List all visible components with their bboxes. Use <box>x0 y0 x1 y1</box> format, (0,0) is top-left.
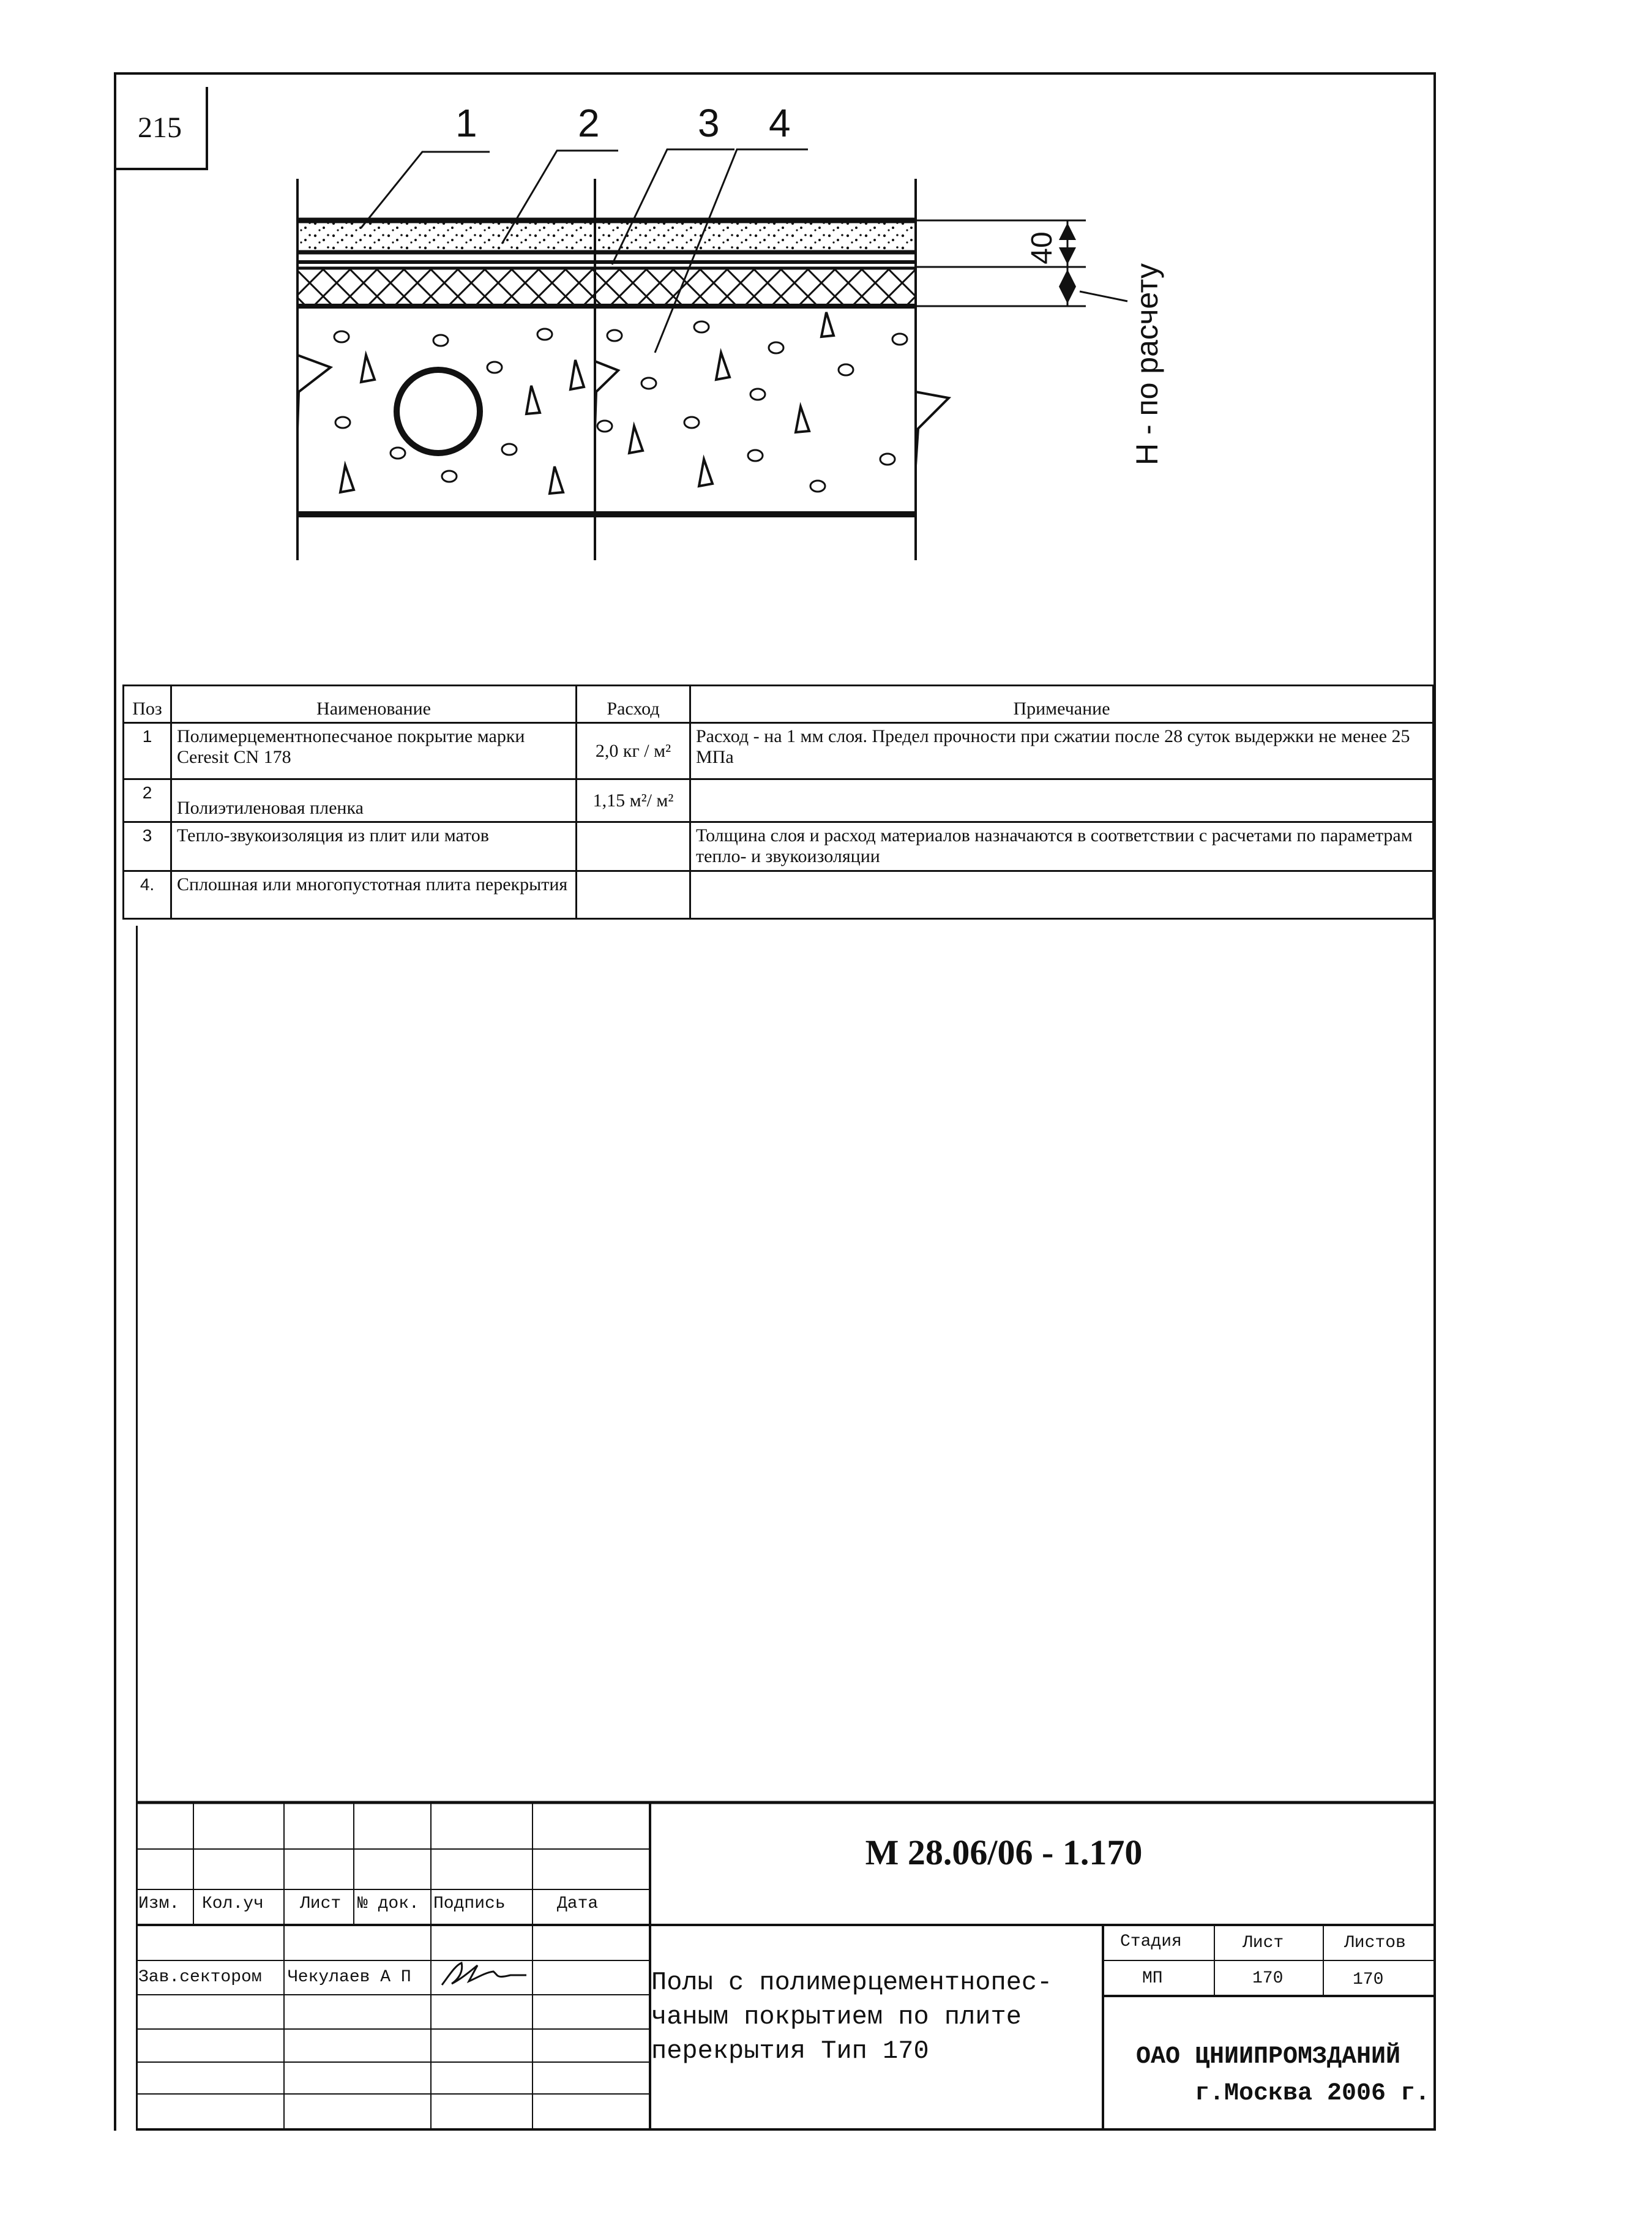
callout-4: 4 <box>769 101 791 145</box>
row-name: Полиэтиленовая пленка <box>171 779 577 822</box>
col-header-izm: Изм. <box>138 1894 180 1913</box>
signature-mark <box>437 1957 529 1991</box>
row-rate <box>577 822 690 871</box>
organization <box>1103 2039 1433 2112</box>
row-name: Сплошная или многопустотная плита перекрытия <box>171 871 577 919</box>
floor-section-drawing <box>0 0 1652 680</box>
sheets-label: Листов <box>1344 1934 1406 1953</box>
col-header-doc-no: № док. <box>357 1894 419 1913</box>
stage-value: МП <box>1142 1969 1163 1988</box>
organization-city-year: г.Москва 2006 г. <box>1194 2080 1430 2107</box>
sheet-value: 170 <box>1252 1969 1284 1988</box>
dimension-40: 40 <box>1026 231 1058 264</box>
table-row <box>124 822 1433 871</box>
topping-layer <box>297 220 916 252</box>
col-header-kol-uch: Кол.уч <box>202 1894 264 1913</box>
table-row <box>124 723 1433 779</box>
insulation-layer <box>297 268 916 306</box>
row-rate <box>577 871 690 919</box>
row-pos: 3 <box>124 822 171 871</box>
header-pos: Поз <box>124 686 171 723</box>
left-break-line <box>297 355 331 429</box>
role-label: Зав.сектором <box>138 1968 262 1987</box>
callout-3: 3 <box>698 101 720 145</box>
col-header-signature: Подпись <box>433 1894 506 1913</box>
row-note: Расход - на 1 мм слоя. Предел прочности при сжатии после 28 суток выдержки не менее 25 МПа <box>690 723 1433 779</box>
row-pos: 1 <box>124 723 171 779</box>
col-header-list: Лист <box>300 1894 342 1913</box>
drawing-title-line-2: чаным покрытием по плите <box>651 2002 1022 2031</box>
table-header-row <box>124 686 1433 723</box>
callout-2: 2 <box>578 101 600 145</box>
row-rate: 1,15 м²/ м² <box>577 779 690 822</box>
row-note <box>690 779 1433 822</box>
drawing-title-line-1: Полы с полимерцементнопес- <box>651 1968 1053 1997</box>
row-pos: 2 <box>124 779 171 822</box>
table-row <box>124 779 1433 822</box>
table-row <box>124 871 1433 919</box>
document-number: М 28.06/06 - 1.170 <box>865 1832 1143 1872</box>
callout-1: 1 <box>455 101 477 145</box>
organization-name: ОАО ЦНИИПРОМЗДАНИЙ <box>1135 2043 1401 2071</box>
stage-label: Стадия <box>1120 1932 1182 1951</box>
specification-table <box>122 685 1434 920</box>
sheet-label: Лист <box>1243 1934 1284 1953</box>
row-name: Тепло-звукоизоляция из плит или матов <box>171 822 577 871</box>
middle-break-line <box>595 361 618 429</box>
row-name: Полимерцементнопесчаное покрытие марки Ceresit CN 178 <box>171 723 577 779</box>
header-rate: Расход <box>577 686 690 723</box>
right-break-line <box>916 392 949 465</box>
slab-void <box>397 370 480 453</box>
header-name: Наименование <box>171 686 577 723</box>
header-note: Примечание <box>690 686 1433 723</box>
col-header-date: Дата <box>557 1894 599 1913</box>
dimension-h-label: H - по расчету <box>1130 263 1164 466</box>
row-pos: 4. <box>124 871 171 919</box>
drawing-title-line-3: перекрытия Тип 170 <box>651 2036 929 2066</box>
person-name: Чекулаев А П <box>288 1968 411 1987</box>
sheet-number: 215 <box>114 87 208 170</box>
row-note: Толщина слоя и расход материалов назначаются в соответствии с расчетами по параметрам тепло- и звукоизоляции <box>690 822 1433 871</box>
row-rate: 2,0 кг / м² <box>577 723 690 779</box>
row-note <box>690 871 1433 919</box>
sheets-value: 170 <box>1353 1970 1384 1989</box>
drawing-title <box>651 1965 1104 2068</box>
